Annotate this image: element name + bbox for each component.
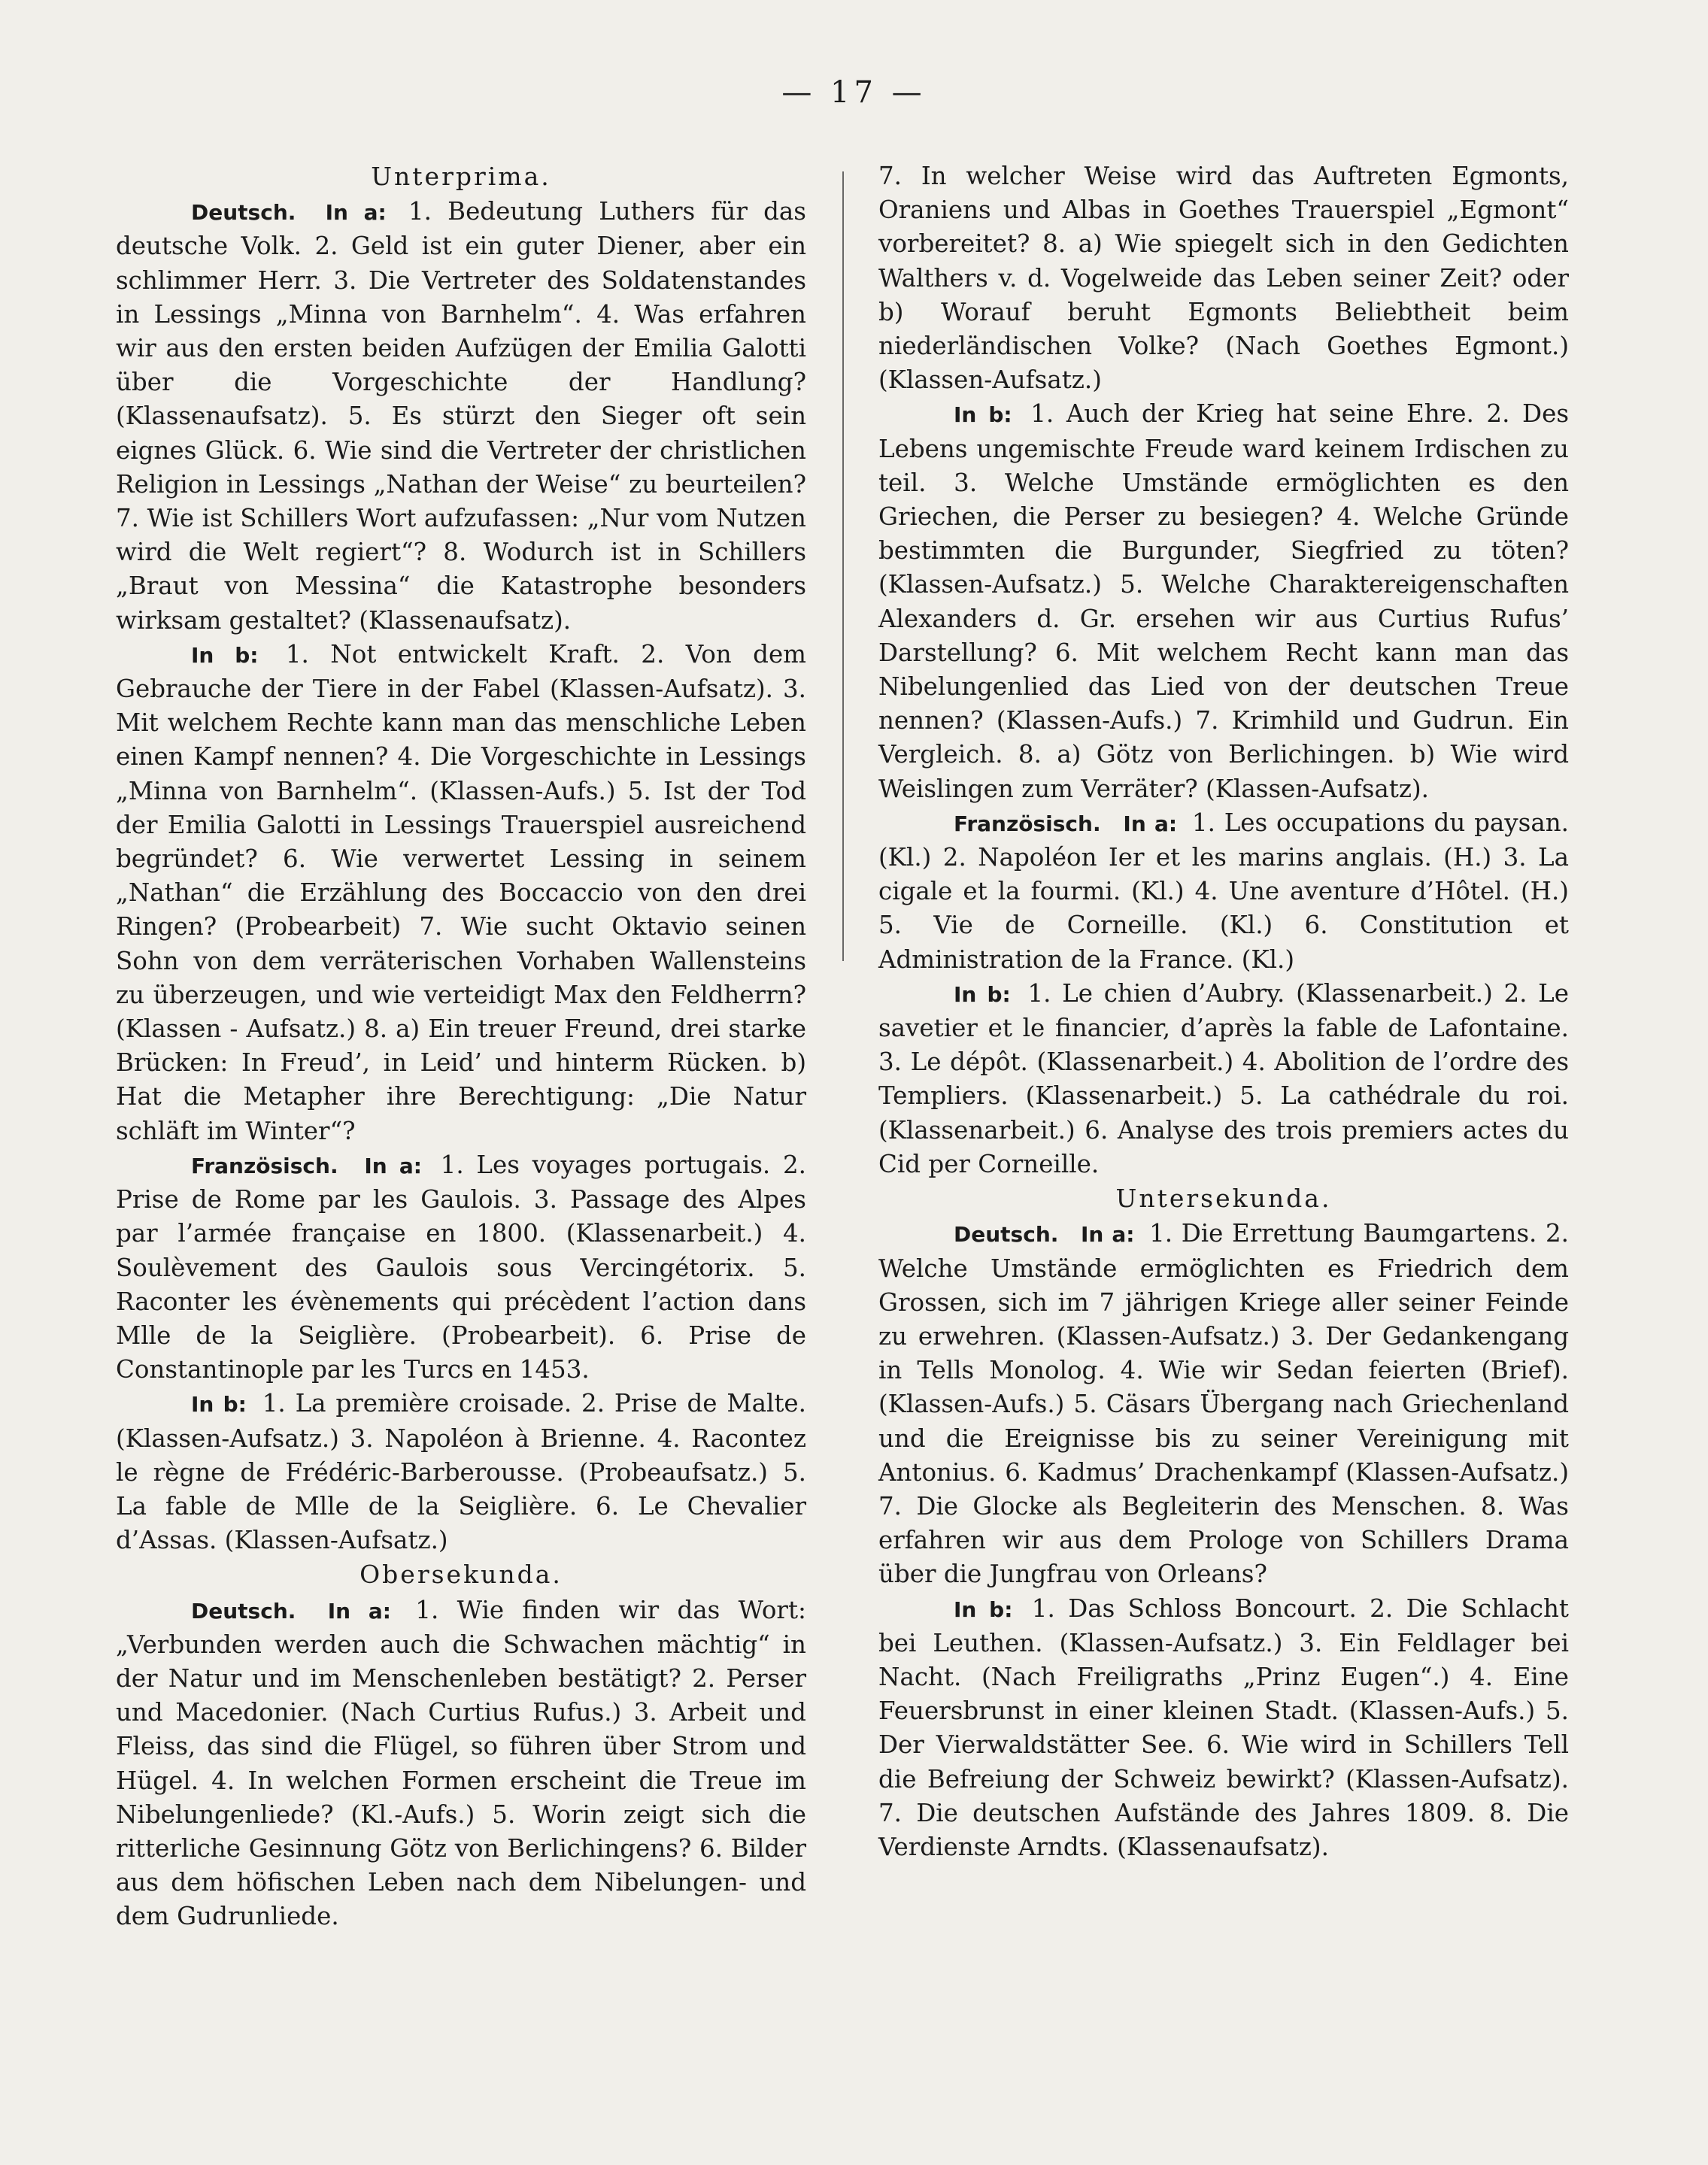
unterprima-franzoesisch-b [116,1387,806,1557]
unterprima-franzoesisch-a [116,1148,806,1387]
group-label: In b: [954,981,1011,1007]
untersekunda-deutsch-b [878,1592,1569,1865]
section-title-untersekunda: Untersekunda. [1115,1184,1332,1214]
group-label: In a: [364,1153,422,1178]
subject-label: Französisch. [191,1153,338,1178]
obersekunda-deutsch-a-continued [878,159,1569,397]
obersekunda-deutsch-b [878,397,1569,805]
right-column [878,159,1569,1864]
obersekunda-franzoesisch-a [878,806,1569,977]
untersekunda-deutsch-a [878,1217,1569,1591]
paragraph-text: 1. Not entwickelt Kraft. 2. Von dem Gebrauche der Tiere in der Fabel (Klassen-Aufsatz). 3. Mit welchem Rechte kann man das menschliche Leben einen Kampf nennen? 4. Die Vorgeschichte in Lessings „Minna von Barnhelm“. (Klassen-Aufs.) 5. Ist der Tod der Emilia Galotti in Lessings Trauerspiel ausreichend begründet? 6. Wie verwertet Lessing in seinem „Nathan“ die Erzählung des Boccaccio von den drei Ringen? (Probearbeit) 7. Wie sucht Oktavio seinen Sohn von dem verräterischen Vorhaben Wallensteins zu überzeugen, und wie verteidigt Max den Feldherrn? (Klassen - Aufsatz.) 8. a) Ein treuer Freund, drei starke Brücken: In Freud’, in Leid’ und hinterm Rücken. b) Hat die Metapher ihre Berechtigung: „Die Natur schläft im Winter“? [116,639,806,1145]
subject-label: Deutsch. [191,200,296,226]
paragraph-text: 1. Das Schloss Boncourt. 2. Die Schlacht bei Leuthen. (Klassen-Aufsatz.) 3. Ein Feldlager bei Nacht. (Nach Freiligraths „Prinz Eugen“.) 4. Eine Feuersbrunst in einer kleinen Stadt. (Klassen-Aufs.) 5. Der Vierwaldstätter See. 6. Wie wird in Schillers Tell die Befreiung der Schweiz bewirkt? (Klassen-Aufsatz). 7. Die deutschen Aufstände des Jahres 1809. 8. Die Verdienste Arndts. (Klassenaufsatz). [878,1593,1569,1861]
paragraph-text: 1. Auch der Krieg hat seine Ehre. 2. Des Lebens ungemischte Freude ward keinem Irdischen zu teil. 3. Welche Umstände ermöglichten es den Griechen, die Perser zu besiegen? 4. Welche Gründe bestimmten die Burgunder, Siegfried zu töten? (Klassen-Aufsatz.) 5. Welche Charaktereigenschaften Alexanders d. Gr. ersehen wir aus Curtius Rufus’ Darstellung? 6. Mit welchem Recht kann man das Nibelungenlied das Lied von der deutschen Treue nennen? (Klassen-Aufs.) 7. Krimhild und Gudrun. Ein Vergleich. 8. a) Götz von Berlichingen. b) Wie wird Weislingen zum Verräter? (Klassen-Aufsatz). [878,399,1569,803]
subject-label: Deutsch. [191,1598,296,1624]
page-number: — 17 — [781,75,927,110]
paragraph-text: 7. In welcher Weise wird das Auftreten Egmonts, Oraniens und Albas in Goethes Trauerspiel „Egmont“ vorbereitet? 8. a) Wie spiegelt sich in den Gedichten Walthers v. d. Vogelweide das Leben seiner Zeit? oder b) Worauf beruht Egmonts Beliebtheit beim niederländischen Volke? (Nach Goethes Egmont.) (Klassen-Aufsatz.) [878,162,1569,395]
group-label: In a: [1081,1222,1135,1248]
section-title-unterprima: Unterprima. [371,162,551,191]
unterprima-deutsch-b [116,638,806,1148]
paragraph-text: 1. La première croisade. 2. Prise de Malte. (Klassen-Aufsatz.) 3. Napoléon à Brienne. 4. Racontez le règne de Frédéric-Barberousse. (Probeaufsatz.) 5. La fable de Mlle de la Seiglière. 6. Le Chevalier d’Assas. (Klassen-Aufsatz.) [116,1389,807,1555]
subject-label: Deutsch. [954,1222,1059,1248]
group-label: In b: [191,1392,247,1418]
paragraph-text: 1. Les voyages portugais. 2. Prise de Rome par les Gaulois. 3. Passage des Alpes par l’armée française en 1800. (Klassenarbeit.) 4. Soulèvement des Gaulois sous Vercingétorix. 5. Raconter les évènements qui précèdent l’action dans Mlle de la Seiglière. (Probearbeit). 6. Prise de Constantinople par les Turcs en 1453. [116,1150,806,1384]
left-column [116,159,806,1934]
unterprima-deutsch-a [116,195,806,638]
subject-label: Französisch. [954,811,1101,836]
group-label: In a: [1123,811,1178,836]
group-label: In a: [327,1598,391,1624]
column-divider [842,171,844,961]
group-label: In b: [954,402,1012,428]
obersekunda-franzoesisch-b [878,977,1569,1181]
paragraph-text: 1. Le chien d’Aubry. (Klassenarbeit.) 2. Le savetier et le financier, d’après la fable de Lafontaine. 3. Le dépôt. (Klassenarbeit.) 4. Abolition de l’ordre des Templiers. (Klassenarbeit.) 5. La cathédrale du roi. (Klassenarbeit.) 6. Analyse des trois premiers actes du Cid per Corneille. [878,978,1569,1178]
paragraph-text: 1. Les occupations du paysan. (Kl.) 2. Napoléon Ier et les marins anglais. (H.) 3. La cigale et la fourmi. (Kl.) 4. Une aventure d’Hôtel. (H.) 5. Vie de Corneille. (Kl.) 6. Constitution et Administration de la France. (Kl.) [878,808,1569,974]
obersekunda-deutsch-a [116,1593,806,1934]
group-label: In b: [954,1596,1013,1622]
section-title-obersekunda: Obersekunda. [359,1560,563,1590]
paragraph-text: 1. Wie finden wir das Wort: „Verbunden werden auch die Schwachen mächtig“ in der Natur und im Menschenleben bestätigt? 2. Perser und Macedonier. (Nach Curtius Rufus.) 3. Arbeit und Fleiss, das sind die Flügel, so führen über Strom und Hügel. 4. In welchen Formen erscheint die Treue im Nibelungenliede? (Kl.-Aufs.) 5. Worin zeigt sich die ritterliche Gesinnung Götz von Berlichingens? 6. Bilder aus dem höfischen Leben nach dem Nibelungen- und dem Gudrunliede. [116,1595,806,1931]
paragraph-text: 1. Bedeutung Luthers für das deutsche Volk. 2. Geld ist ein guter Diener, aber ein schlimmer Herr. 3. Die Vertreter des Soldatenstandes in Lessings „Minna von Barnhelm“. 4. Was erfahren wir aus den ersten beiden Aufzügen der Emilia Galotti über die Vorgeschichte der Handlung? (Klassenaufsatz). 5. Es stürzt den Sieger oft sein eignes Glück. 6. Wie sind die Vertreter der christlichen Religion in Lessings „Nathan der Weise“ zu beurteilen? 7. Wie ist Schillers Wort aufzufassen: „Nur vom Nutzen wird die Welt regiert“? 8. Wodurch ist in Schillers „Braut von Messina“ die Katastrophe besonders wirksam gestaltet? (Klassenaufsatz). [116,197,806,635]
group-label: In b: [191,642,259,668]
paragraph-text: 1. Die Errettung Baumgartens. 2. Welche Umstände ermöglichten es Friedrich dem Grossen, sich im 7 jährigen Kriege aller seiner Feinde zu erwehren. (Klassen-Aufsatz.) 3. Der Gedankengang in Tells Monolog. 4. Wie wir Sedan feierten (Brief). (Klassen-Aufs.) 5. Cäsars Übergang nach Griechenland und die Ereignisse bis zu seiner Vereinigung mit Antonius. 6. Kadmus’ Drachenkampf (Klassen-Aufsatz.) 7. Die Glocke als Begleiterin des Menschen. 8. Was erfahren wir aus dem Prologe von Schillers Drama über die Jungfrau von Orleans? [878,1219,1569,1589]
group-label: In a: [325,200,387,226]
